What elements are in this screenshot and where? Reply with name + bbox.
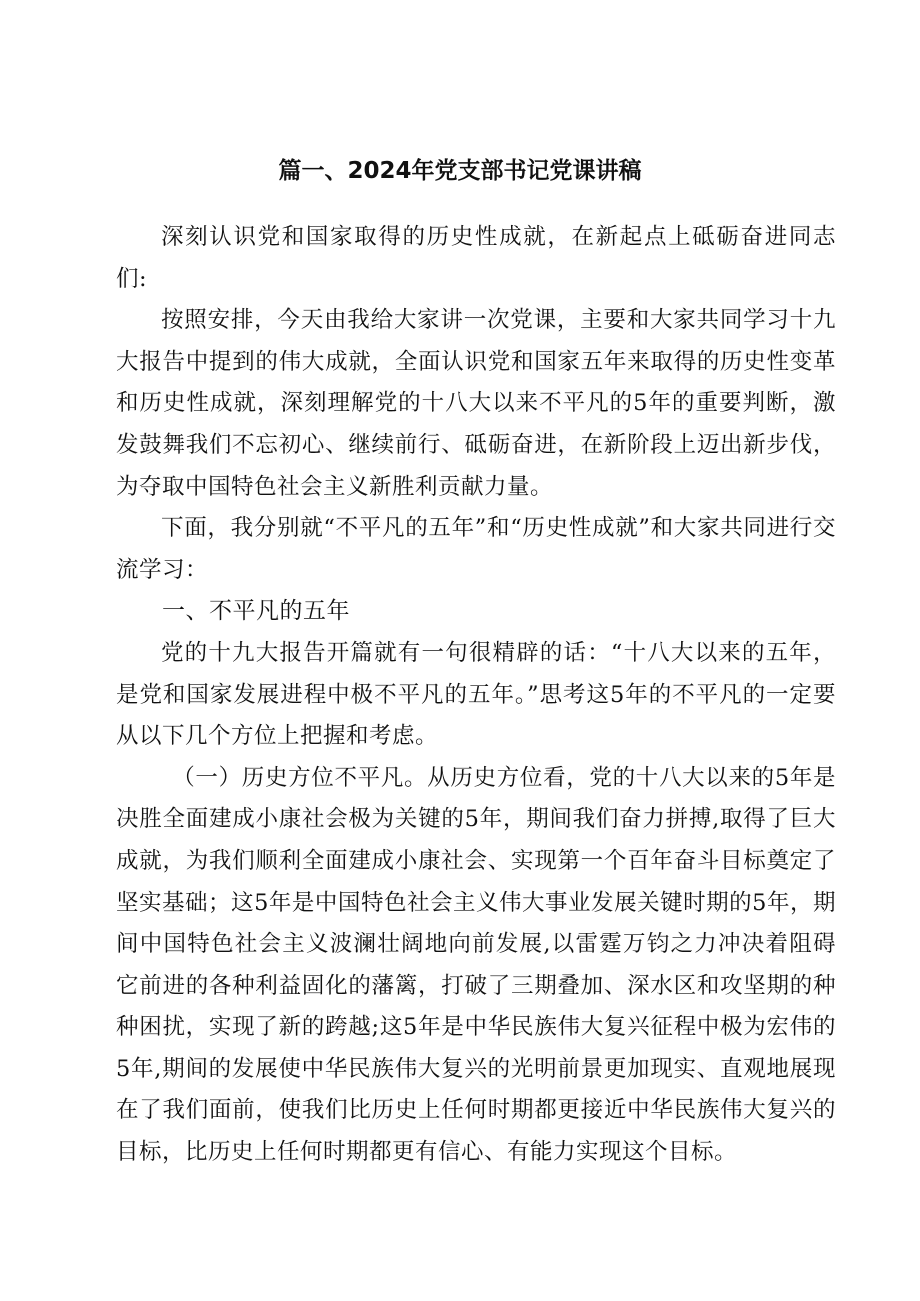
section-heading: 一、不平凡的五年 <box>162 598 350 625</box>
paragraph-outline: 下面，我分别就“不平凡的五年”和“历史性成就”和大家共同进行交流学习： <box>116 515 836 583</box>
paragraph-intro: 按照安排，今天由我给大家讲一次党课，主要和大家共同学习十九大报告中提到的伟大成就，全面认识党和国家五年来取得的历史性变革和历史性成就，深刻理解党的十八大以来不平凡的5年的重要判断，激发鼓舞我们不忘初心、继续前行、砥砺奋进，在新阶段上迈出新步伐，为夺取中国特色社会主义新胜利贡献力量。 <box>116 307 836 500</box>
paragraph-greeting: 深刻认识党和国家取得的历史性成就，在新起点上砥砺奋进同志们: <box>116 224 836 292</box>
paragraph-section-intro: 党的十九大报告开篇就有一句很精辟的话：“十八大以来的五年，是党和国家发展进程中极不平凡的五年。”思考这5年的不平凡的一定要从以下几个方位上把握和考虑。 <box>116 639 836 750</box>
document-body <box>116 217 836 1174</box>
paragraph-historical-position: （一）历史方位不平凡。从历史方位看，党的十八大以来的5年是决胜全面建成小康社会极为关键的5年，期间我们奋力拼搏,取得了巨大成就，为我们顺利全面建成小康社会、实现第一个百年奋斗目标奠定了坚实基础；这5年是中国特色社会主义伟大事业发展关键时期的5年，期间中国特色社会主义波澜壮阔地向前发展,以雷霆万钧之力冲决着阻碍它前进的各种利益固化的藩篱，打破了三期叠加、深水区和攻坚期的种种困扰，实现了新的跨越;这5年是中华民族伟大复兴征程中极为宏伟的5年,期间的发展使中华民族伟大复兴的光明前景更加现实、直观地展现在了我们面前，使我们比历史上任何时期都更接近中华民族伟大复兴的目标，比历史上任何时期都更有信心、有能力实现这个目标。 <box>116 764 836 1166</box>
document-title: 篇一、2024年党支部书记党课讲稿 <box>278 158 642 184</box>
